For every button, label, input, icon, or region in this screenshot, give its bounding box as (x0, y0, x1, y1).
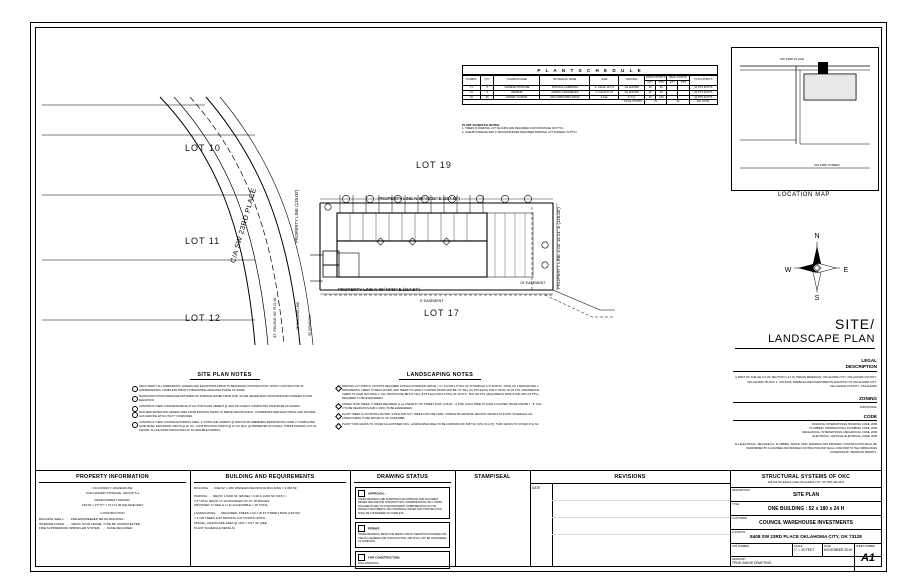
lot-label-17: LOT 17 (424, 308, 460, 318)
zoning-body: INDUSTRIAL (859, 405, 877, 409)
legal-body: A PART OF THE SE 1/4 OF SECTION 1-17-W, INDIAN MERIDIAN, OKLAHOMA CITY, OKLAHOMA COUNTY, OKLAHOMA. BLOCK 1, COUNCIL WAREHOUSE INVESTMENTS ADDITION TO OKLAHOMA CITY, OKLAHOMA COUNTY, OKLAHOMA (735, 375, 877, 388)
location-value: 8408 SW 23RD PLACE OKLAHOMA CITY, OK 73128 (750, 534, 862, 539)
code-line-3: MECHANICAL: INTERNATIONAL MECHANICAL CODE, 2009 (802, 431, 877, 435)
ps-sub-pts-back: PTS (678, 80, 689, 85)
ps-cell-symbol: S1 (463, 95, 481, 100)
ps-cell-botanical: ILEX VOMITORIA 'NANA' (540, 95, 590, 100)
pi-line: LOW HAZARD STORAGE, GROUP S-2 (85, 490, 140, 495)
ps-col-symbol: SYMBOL (463, 76, 481, 86)
customer-label: CUSTOMER (732, 517, 747, 520)
code-line-1: BUILDING: INTERNATIONAL BUILDING CODE, 2009 (812, 423, 877, 426)
location-label: LOCATION (732, 531, 746, 534)
ps-cell-fp: 140 (656, 95, 667, 100)
firm-address: 309 SOUTH EAGLE LANE OKLAHOMA CITY, OK (405) 495-3613 (767, 481, 845, 484)
approval-label: APPROVAL: (368, 491, 386, 496)
ps-sub-pts-front: PTS (656, 80, 667, 85)
code-line-2: PLUMBING: INTERNATIONAL PLUMBING CODE, 2009 (809, 427, 877, 431)
tb-building-requirements-header: BUILDING AND REQUIREMENTS (225, 474, 315, 480)
ps-cell-fp: 90 (656, 85, 667, 90)
ps-cell-symbol: T1 (463, 85, 481, 90)
for-construction-body: FINAL DRAWINGS (358, 561, 379, 565)
ps-cell-spacing: 4' O.C. (619, 95, 645, 100)
svg-text:W: W (784, 267, 792, 274)
ps-total-label: TOTAL POINTS (463, 100, 645, 105)
property-line-bottom: PROPERTY LINE N 89°43'36" E (317.57') (338, 287, 420, 292)
property-line-left: PROPERTY LINE (125.00') (294, 189, 299, 243)
tb-field-location (730, 530, 882, 544)
plant-schedule-note-2: 2. SHRUB SURFACE AND 2' DESIGN BUFFER REQUIRED PARKING LOT SCREEN (70 PTS.) (462, 131, 578, 135)
ps-col-common: COMMON NAME (494, 76, 540, 86)
title-value: ONE BUILDING : 52 x 180 x 24 H (767, 506, 845, 512)
ps-cell-notes: (3) PTS 30 PTS (689, 90, 717, 95)
title-block (35, 470, 882, 567)
code-block (733, 414, 877, 455)
ps-cell-fq: 30 (645, 85, 656, 90)
ps-cell-common: REDBUD (494, 90, 540, 95)
page-title (735, 316, 875, 349)
location-map-drawing (732, 48, 878, 190)
br-line: PLANT SCHEDULE DETAILS) (194, 525, 235, 530)
description-label: DESCRIPTION (732, 489, 750, 492)
landscaping-note-item: PLANT TURF GRASS TO COVER ALL EXPOSED SOIL. LANDSCAPED AREA TO BE A MINIMUM OF 3987 SF (13% OF LOT), TURF GRASS TO COVER 4711 SF. (335, 423, 545, 427)
code-title: CODE (733, 414, 877, 421)
zoning-block (733, 396, 877, 409)
ps-cell-botanical: PISTACIA CHINENSIS (540, 85, 590, 90)
ps-cell-size: 2" CAL/8'-10' HT (590, 85, 619, 90)
zoning-title: ZONING (733, 396, 877, 403)
ps-cell-spacing: AS SHOWN (619, 85, 645, 90)
site-note-item: CONSTRUCT NEW CONCRETE DRIVE AT ALL PORTLAND CEMENT @ 3000 PSI OVER 6' COMPACTED SAND BASE AS SHOWN. (132, 405, 317, 409)
ps-sub-qty-front: QTY (645, 80, 656, 85)
legal-description-block (733, 358, 877, 388)
br-line: SPACE), LANDSCAPE AREA @ 10% = 4717 SF (SEE (194, 520, 267, 525)
ps-col-size: SIZE (590, 76, 619, 86)
tb-building-requirements (190, 471, 351, 567)
scale-value: 1" = 40 FEET (794, 548, 815, 552)
page-title-sub: LANDSCAPE PLAN (768, 333, 875, 345)
plant-schedule-notes-title: PLANT SCHEDULE NOTES: (462, 123, 501, 127)
building-line-label: 25' BUILDING LINE (296, 301, 300, 330)
lot-label-11: LOT 11 (185, 236, 221, 246)
scale-label: SCALE (794, 545, 803, 548)
firm-name: STRUCTURAL SYSTEMS OF OKC (761, 474, 851, 480)
tb-drawing-status-header: DRAWING STATUS (376, 474, 429, 480)
site-note-item: CONSTRUCT NEW CONCRETE PARKING AREA, 4" PORTLAND CEMENT @ 3000 PSI W/ FIBERMESH REINFORCING OVER 4" COMPACTED SAND BASE. EXPANSION JOINTS @ 20' OC, CONSTRUCTION JOINTS @ 10' OC MAX. @ PERIMETER OF PAVING, STRIPE PARKING LOT AS SHOWN. PLACE SIGNS INDICATING H/C ACCESSIBLE PARKING. (132, 421, 317, 433)
easement-right-label: 15' EASEMENT (520, 281, 546, 285)
ps-col-front: FRONT POINTS (646, 76, 666, 79)
landscaping-notes (335, 372, 545, 429)
code-footer: ALL ELECTRICAL, MECHANICAL, PLUMBING, FENCE, SIGN, SIDEWALK AND DRIVEWAY CONSTRUCTION SHALL BE PERFORMED BY A LICENSED AND BONDED CONTRACTOR AND SHALL CONFORM TO THE ORDINANCES GOVERNING BY SEPARATE PERMITS. (734, 443, 877, 454)
ps-cell-fp: 90 (656, 90, 667, 95)
date-value: NOVEMBER 2015 (824, 548, 852, 552)
north-arrow (782, 228, 852, 308)
site-note-item: MAINTAIN EXISTING DRAINAGE PATTERNS OF SURFACE WATER FROM SITE. SLOPE GRADE AWAY FROM BUILDING FINISHED FLOOR ELEVATION. (132, 395, 317, 403)
ps-sub-qty-back: QTY (667, 80, 678, 85)
svg-text:S: S (814, 295, 820, 302)
ps-col-botanical: BOTANICAL NAME (540, 76, 590, 86)
for-construction-label: FOR CONSTRUCTION: (368, 555, 401, 560)
permit-checkbox[interactable] (358, 525, 365, 532)
revision-row (552, 501, 730, 518)
easement-bottom-label: 5' EASEMENT (420, 299, 444, 303)
br-line: PARKING . . . REQ'D: 1/1000 SF (WHSE) = 9.36 & 1/200 SF (OFF) = (194, 493, 287, 498)
street-label: C/A SW 23RD PLACE (230, 187, 259, 264)
location-map-label: LOCATION MAP (777, 192, 831, 198)
ps-col-back: BACK POINTS (667, 76, 689, 81)
pi-line: OCCUPANCY: WAREHOUSE (92, 486, 133, 490)
plant-schedule-title: P L A N T S C H E D U L E (537, 68, 643, 74)
site-note-item: FIELD VERIFY ALL DIMENSIONS, GRADES AND ELEVATIONS PRIOR TO BEGINNING CONSTRUCTION. NOTIFY CONTRACTOR OF DISCREPANCIES. COMPLETE PRIOR TO BEGINNING AFFECTED PHASE OF WORK. (132, 385, 317, 393)
tb-firm-block (730, 471, 882, 567)
pi-line: INTERIOR FINISH . . . . METAL STUD FRAME, TYPE 5B, UNPROTECTED (39, 521, 140, 526)
landscaping-note-item: STREET ROW TREES: 3 TREES REQUIRED (1 ea LINEAR FT OF STREET ROW: (125.00' ÷ 2 STR). EACH TREE TO HAVE A CALIPER TRUNK AND BE 7 - 8' TALL - 3 TO BE DECIDUOUS AND 1 (20%) TO BE EVERGREEN. (335, 403, 545, 411)
legal-title-1: LEGAL (861, 358, 877, 363)
br-line: LANDSCAPING . . . REQUIRED: TREES 1 HC LIN FT STREET ROW (125'/40') (194, 511, 301, 516)
sheet-number-label: SHEET NUMBER (856, 545, 875, 548)
ps-cell-notes: (3) PTS 30 PTS (689, 85, 717, 90)
br-line: PROVIDED 17 REG & 1 HC ACCESSIBLE = 18 TOTAL (194, 503, 269, 508)
tb-field-title (730, 502, 882, 516)
location-map (731, 47, 879, 191)
tb-stamp-seal (455, 471, 531, 567)
tb-stamp-seal-header: STAMP/SEAL (474, 474, 511, 480)
ps-cell-qty: 3 (480, 85, 493, 90)
compass-icon (782, 228, 852, 308)
for-construction-checkbox[interactable] (358, 554, 365, 561)
ps-col-qty: QTY (480, 76, 493, 86)
tb-property-information (35, 471, 191, 567)
svg-text:E: E (843, 267, 849, 274)
driveway-label: 30' DRIVEWAY (308, 314, 312, 336)
br-line: = 3.125 TREES & 54 PARKING LOT POINTS (3/PKG (194, 515, 266, 520)
ps-col-spacing: SPACING (619, 76, 645, 86)
site-plan-notes (132, 372, 317, 435)
ps-cell-botanical: CERCIS CANADENSIS (540, 90, 590, 95)
ps-cell-fq: 30 (645, 90, 656, 95)
ps-cell-common: DWARF YAUPON (494, 95, 540, 100)
ps-cell-notes: (3) PTS 30 PTS (689, 95, 717, 100)
site-plan-notes-title: SITE PLAN NOTES (197, 372, 252, 378)
job-number-label: JOB NUMBER (732, 545, 750, 548)
tb-revisions (530, 471, 731, 567)
code-line-4: ELECTRICAL: NATIONAL ELECTRICAL CODE, 2008 (812, 435, 877, 439)
ps-cell-size: 2" CAL/6'-8' HT (590, 90, 619, 95)
property-line-right: PROPERTY LINE S 00°16'24" E (125.00') (556, 207, 561, 289)
drawing-status-approval[interactable] (355, 487, 450, 519)
page-title-main: SITE/ (834, 316, 875, 332)
approval-checkbox[interactable] (358, 490, 365, 497)
ps-cell-qty: 3 (480, 90, 493, 95)
permit-body: THESE DRAWINGS, BEING FOR PERMIT, ARE BY DEFINITION INTENDED FOR USE AS A GENERAL AND CONSTRUCTION, AND SHALL NOT BE CONSIDERED AS COMPLETE. (358, 533, 447, 544)
br-line: BUILDING . . . ONE 52' x 180' WAREHOUSE/OFFICE BUILDING = 9,360 SF (194, 486, 297, 490)
ps-cell-spacing: AS SHOWN (619, 90, 645, 95)
drawn-by-value: TRUE IMAGE DRAFTING (732, 561, 772, 565)
date-label: DATE (824, 545, 831, 548)
property-line-top: PROPERTY LINE N 89°43'36" E (317.57') (378, 196, 460, 201)
pi-line: 125.00' x 377.57' = 47,171.25 SQUARE FEET (81, 502, 144, 507)
legal-title-2: DESCRIPTION (733, 364, 877, 372)
tb-drawing-status (350, 471, 456, 567)
site-note-item: RUN NEW WATER AND SEWER LINES FROM EXISTING MAINS TO SERVE NEW BUILDING. COORDINATE NEW ELECTRICAL AND NATURAL GAS SERVICE WITH UTILITY COMPANIES. (132, 411, 317, 419)
pi-line: FIRE SUPPRESSION SPRINKLER SYSTEM . . . . NONE REQUIRED (39, 526, 133, 531)
permit-label: PERMIT: (368, 526, 380, 531)
revisions-date-col: DATE (532, 485, 541, 490)
ps-cell-common: CHINESE PISTACHE (494, 85, 540, 90)
drawing-status-permit[interactable] (355, 522, 450, 547)
ps-cell-fq: 10 (645, 95, 656, 100)
lot-label-19: LOT 19 (416, 160, 452, 170)
ps-cell-symbol: T2 (463, 90, 481, 95)
approval-body: THESE DRAWINGS ARE SUBMITTED FOR APPROVAL AND DOCUMENT REVIEW AND ARE FOR CONSTRUCTION, INTERPRETATION ONLY. THESE DOCUMENTS ARE TO CONFORM PERMIT INTERPRETATION OF THE PROJECT DOCUMENTS. ONLY DRAWINGS ISSUED FOR CONSTRUCTION SHALL BE CONSIDERED AS COMPLETE. (358, 498, 442, 515)
title-label: TITLE (732, 503, 740, 506)
svg-text:SW 23RD STREET: SW 23RD STREET (813, 163, 841, 167)
drawing-status-construction[interactable] (355, 551, 450, 569)
ps-cell-size: 3 GAL (590, 95, 619, 100)
lot-label-10: LOT 10 (185, 143, 221, 153)
lot-label-12: LOT 12 (185, 313, 221, 323)
svg-text:N: N (814, 233, 820, 240)
tb-property-information-header: PROPERTY INFORMATION (76, 474, 149, 480)
landscaping-note-item: PARKING LOT POINTS: 8 POINTS REQUIRED FOR EACH PARKING SPACE = 3 x 14 FOR A TOTAL OF 54 PARKING LOT POINTS. TOTAL OF 2 MEDIUM AND 2 ORNAMENTAL TREES TO BE PLANTED. ADD TREES TO HAVE 2' CALIPER TRUNK AND BE 7-8' TALL (10 PTS EACH) FOR A TOTAL OF 20 PTS. ORNAMENTAL TREES TO HAVE MULTIPLE 1" CAL TRUNKS AND BE 5-6' TALL (8 PTS EA) FOR A TOTAL OF 36 PTS - 50% OR PTS. REQUIRED IN FRONT AND 25% (15 PTS.) REQUIRED TO BE EVERGREEN. (335, 385, 545, 401)
sheet-number-value: A1 (860, 552, 876, 564)
ps-total-back: 30 (667, 100, 689, 105)
customer-value: COUNCIL WAREHOUSE INVESTMENTS (759, 520, 853, 526)
drawn-by-label: DRAWN BY (732, 558, 746, 561)
tb-revisions-header: REVISIONS (614, 474, 646, 480)
ps-col-total: TOTAL POINTS (689, 76, 717, 86)
ps-cell-qty: 14 (480, 95, 493, 100)
pi-line: BUILDING SHELL . . . . PRE-ENGINEERED METAL BUILDING (39, 517, 124, 522)
site-plan-drawing (40, 95, 660, 395)
revision-row (552, 484, 730, 501)
landscaping-note-item: PLANT TREES & LOCATIONS SHOWN. STAKE AND GUY TREES FOR ONE YEAR. COMPLETE GROWING SEASON. DETAILS AT PLANT SCHEDULE. ALL LANDSCAPING TO BE WITHIN 10' OF HOSE BIBB. (335, 413, 545, 421)
pi-line: DEVELOPMENT PARCEL: (94, 498, 131, 503)
pi-line: CONSTRUCTION (100, 510, 125, 515)
description-value: SITE PLAN (792, 492, 820, 498)
svg-text:SW 23RD PLACE: SW 23RD PLACE (779, 57, 805, 61)
tb-field-description (730, 488, 882, 502)
ps-total-front: 70 (645, 100, 667, 105)
plant-schedule-note-1: 1. TREES IN PARKING LOT ISLANDS ARE REQUIRED FOR FRONTAGE (30 PTS.) (462, 127, 564, 130)
tb-field-customer (730, 516, 882, 530)
landscaping-notes-title: LANDSCAPING NOTES (406, 372, 474, 378)
br-line: 7.8 TOTAL REQ'D 17.16 ROUNDED UP TO 18 SPACES (194, 498, 270, 503)
paving-row-label: 32' PAVING 60' R.O.W. (272, 296, 277, 338)
revision-row (552, 535, 730, 551)
ps-total-total: 100 TOTAL (689, 100, 717, 105)
revision-row (552, 518, 730, 535)
